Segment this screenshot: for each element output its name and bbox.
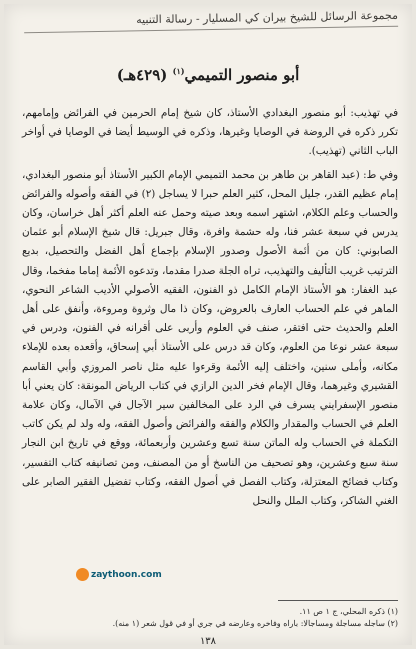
page-number: ١٣٨ xyxy=(199,636,217,645)
footnote-divider xyxy=(278,600,398,601)
book-page xyxy=(4,4,412,645)
title-name: أبو منصور التميمي xyxy=(184,66,300,84)
page-title xyxy=(4,66,412,84)
paragraph-tabaqat: وفي ط: (عبد القاهر بن طاهر بن محمد التميمي الإمام الكبير الأستاذ أبو منصور البغدادي، إمام عظيم القدر، جليل المحل، كثير العلم حبرا لا يساجل (٢) في الفقه وأصوله والفرائض والحساب وعلم الكلام، اشتهر اسمه وبعد صيته وحمل عنه العلم أكثر أهل خراسان، وكان يدرس في سبعة عشر فنا، وله حشمة وافرة، وقال جبريل: قال شيخ الإسلام أبو عثمان الصابوني: كان من أئمة الأصول وصدور الإسلام بإجماع أهل الفضل والتحصيل، بديع الترتيب غريب التأليف والتهذيب، تراه الجلة صدرا مقدما، وتدعوه الأئمة إماما مفخما، وقال عبد الغفار: هو الأستاذ الإمام الكامل ذو الفنون، الفقيه الأصولي الأديب الشاعر النحوي، الماهر في علم الحساب العارف بالعروض، وكان ذا مال وثروة ومروءة، وأنفق على أهل العلم والحديث حتى افتقر، صنف في العلوم وأربى على أقرانه في الفنون، ودرس في سبعة عشر نوعا من العلوم، وكان قد درس على الأستاذ أبي إسحاق، وأقعده بعده للإملاء مكانه، وأملى سنين، واختلف إليه الأئمة وقرءوا عليه مثل ناصر المروزي وأبي القاسم القشيري وغيرهما، وقال الإمام فخر الدين الرازي في كتاب الرياض المونقة: كان يعني أبا منصور الإسفرايني يسرف في الرد على المخالفين سير الآجال في الآمال، وكان علامة العلم في الحساب والمقدار والكلام والفقه والفرائض وأصول الفقه، وله ولد لم يكن كاتب التكملة في الحساب وله الماتن سنة تسع وعشرين وأربعمائة، ووقع في تاريخ ابن النجار سنة سبع وعشرين، وهو تصحيف من الناسخ أو من المصنف، ومن تصانيفه كتاب التفسير، وكتاب فضائح المعتزلة، وكتاب الفصل في أصول الفقه، وكتاب تفضيل الفقير الصابر على الغني الشاكر، وكتاب الملل والنحل xyxy=(22,168,399,508)
title-footnote-ref: (١) xyxy=(172,66,185,76)
watermark-logo xyxy=(76,568,162,581)
footnote-2: (٢) ساجله مساجلة ومساجالا: باراه وفاخره وعارضه في جري أو في قول شعر (١ منه). xyxy=(112,619,398,628)
logo-icon xyxy=(76,568,89,581)
title-year: (٤٢٩هـ) xyxy=(116,66,168,84)
footnote-1: (١) ذكره المحلي، ج ١ ص ١١. xyxy=(299,607,398,616)
paragraph-tahdhib: في تهذيب: أبو منصور البغدادي الأستاذ، كان شيخ إمام الحرمين في الفرائض وإمامهم، تكرر ذكره في الروضة في الوصايا وغيرها، وذكره في الوسيط أيضا في الوصايا في أواخر الباب الثاني (تهذيب). xyxy=(22,107,398,158)
logo-text: zaythoon.com xyxy=(91,569,162,580)
footnotes xyxy=(34,606,398,630)
running-head: مجموعة الرسائل للشيخ بيران كي المسليار - رسالة التنبيه xyxy=(24,9,398,34)
body-text xyxy=(22,104,398,515)
